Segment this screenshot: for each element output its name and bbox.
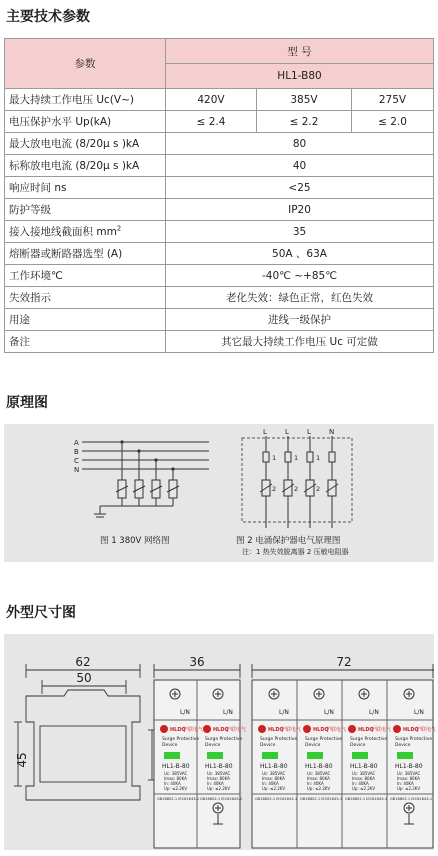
element-label-2: 2 [316, 485, 321, 493]
param-header: 参数 [5, 39, 166, 89]
table-row [5, 287, 434, 309]
element-label-1: 1 [316, 454, 321, 462]
device-line2: Device [162, 743, 178, 748]
model-header: 型 号 [166, 39, 434, 64]
dimension-drawings [4, 634, 437, 850]
standard-label: GB18802.1 IEC61643-1 [300, 797, 343, 801]
table-row [5, 309, 434, 331]
spec-line: Up: ≤2.2KV [307, 786, 331, 791]
row-value: 老化失效：绿色正常，红色失效 [166, 287, 434, 309]
table-row [5, 177, 434, 199]
row-value: 40 [166, 155, 434, 177]
row-label: 接入接地线截面积 mm [9, 226, 117, 238]
brand-cn: 沪联电气 [226, 727, 247, 733]
brand-logo: HLDQ [358, 727, 374, 733]
table-row [5, 133, 434, 155]
row-label: 防护等级 [5, 199, 166, 221]
row-value: -40℃ ~+85℃ [166, 265, 434, 287]
device-line2: Device [205, 743, 221, 748]
spec-line: In: 40KA [164, 781, 181, 786]
table-row [5, 111, 434, 133]
network-diagram [82, 442, 209, 517]
spec-line: Uc: 385VAC [164, 771, 188, 776]
spec-line: In: 40KA [352, 781, 369, 786]
element-label-2: 2 [294, 485, 299, 493]
spec-line: In: 40KA [262, 781, 279, 786]
brand-logo: HLDQ [403, 727, 419, 733]
spec-line: Up: ≤2.2KV [352, 786, 376, 791]
table-row [5, 221, 434, 243]
spec-line: Imax: 80KA [262, 776, 285, 781]
row-value: 35 [166, 221, 434, 243]
spec-line: Uc: 385VAC [352, 771, 376, 776]
row-value: ≤ 2.4 [166, 111, 257, 133]
terminal-label: L/N [369, 709, 379, 716]
row-label: 最大放电电流 (8/20μ s )kA [5, 133, 166, 155]
spec-line: Up: ≤2.2KV [262, 786, 286, 791]
model-label: HL1-B-80 [205, 763, 233, 770]
spec-table [4, 38, 434, 353]
row-label-sup: 2 [116, 224, 122, 233]
schematic-title: 原理图 [6, 395, 48, 411]
row-label: 标称放电电流 (8/20μ s )kA [5, 155, 166, 177]
fig2-caption: 图 2 电涌保护器电气原理图 [236, 536, 341, 546]
brand-cn: 沪联电气 [416, 727, 437, 733]
row-value: ≤ 2.0 [352, 111, 434, 133]
row-label: 用途 [5, 309, 166, 331]
model-label: HL1-B-80 [162, 763, 190, 770]
network-junctions [120, 440, 174, 470]
table-row [5, 199, 434, 221]
schematic-panel [4, 424, 434, 562]
row-label: 响应时间 ns [5, 177, 166, 199]
table-row [5, 331, 434, 353]
terminal-label: L/N [279, 709, 289, 716]
spec-line: Uc: 385VAC [207, 771, 231, 776]
fig1-caption: 图 1 380V 网络图 [100, 536, 170, 546]
dim-module-2p: 36 [189, 655, 205, 669]
row-value: 50A 、63A [166, 243, 434, 265]
spec-line: Up: ≤2.2KV [397, 786, 421, 791]
brand-cn: 沪联电气 [281, 727, 302, 733]
row-value: IP20 [166, 199, 434, 221]
element-label-1: 1 [272, 454, 277, 462]
device-line1: Surge Protective [205, 737, 243, 742]
line-label-b: B [74, 448, 79, 456]
model-label: HL1-B-80 [305, 763, 333, 770]
device-line1: Surge Protective [162, 737, 200, 742]
terminal-label: L/N [180, 709, 190, 716]
spec-line: Imax: 80KA [397, 776, 420, 781]
line-label-c: C [74, 457, 79, 465]
line-label-a: A [74, 439, 79, 447]
standard-label: GB18802.1 IEC61643-1 [157, 797, 200, 801]
spec-line: Imax: 80KA [164, 776, 187, 781]
standard-label: GB18802.1 IEC61643-1 [345, 797, 388, 801]
spec-line: In: 40KA [207, 781, 224, 786]
device-line1: Surge Protective [305, 737, 343, 742]
device-line2: Device [305, 743, 321, 748]
top-label-l3: L [307, 428, 311, 436]
element-label-2: 2 [272, 485, 277, 493]
terminal-label: L/N [223, 709, 233, 716]
spec-line: Up: ≤2.2KV [207, 786, 231, 791]
brand-cn: 沪联电气 [183, 727, 204, 733]
element-label-1: 1 [294, 454, 299, 462]
spec-line: Uc: 385VAC [397, 771, 421, 776]
specs-title: 主要技术参数 [6, 9, 90, 25]
model-label: HL1-B-80 [260, 763, 288, 770]
table-row [5, 243, 434, 265]
row-label: 最大持续工作电压 Uc(V~) [5, 89, 166, 111]
spec-line: In: 40KA [307, 781, 324, 786]
row-value: 其它最大持续工作电压 Uc 可定做 [166, 331, 434, 353]
standard-label: GB18802.1 IEC61643-1 [255, 797, 298, 801]
model-label: HL1-B-80 [395, 763, 423, 770]
top-label-l1: L [263, 428, 267, 436]
row-label: 电压保护水平 Up(kA) [5, 111, 166, 133]
device-line1: Surge Protective [350, 737, 388, 742]
top-label-l2: L [285, 428, 289, 436]
spec-line: Up: ≤2.2KV [164, 786, 188, 791]
device-line2: Device [395, 743, 411, 748]
dimensions-panel [4, 634, 437, 850]
spd-schematic [260, 436, 338, 528]
spec-line: Imax: 80KA [352, 776, 375, 781]
model-label: HL1-B-80 [350, 763, 378, 770]
device-line2: Device [260, 743, 276, 748]
device-line1: Surge Protective [395, 737, 433, 742]
standard-label: GB18802.1 IEC61643-1 [390, 797, 433, 801]
dim-module-4p: 72 [336, 655, 352, 669]
schematic-diagrams [4, 424, 434, 562]
line-label-n: N [74, 466, 80, 474]
row-value: 80 [166, 133, 434, 155]
device-line2: Device [350, 743, 366, 748]
brand-logo: HLDQ [170, 727, 186, 733]
spec-line: Imax: 80KA [207, 776, 230, 781]
row-value: 385V [257, 89, 352, 111]
spec-line: Uc: 385VAC [262, 771, 286, 776]
table-row [5, 155, 434, 177]
dim-height-outer: 45 [15, 752, 29, 768]
model-name: HL1-B80 [166, 64, 434, 89]
spec-line: Imax: 80KA [307, 776, 330, 781]
dim-width-inner: 50 [76, 671, 92, 685]
brand-logo: HLDQ [313, 727, 329, 733]
row-label-cell [5, 221, 166, 243]
row-value: ≤ 2.2 [257, 111, 352, 133]
dimensions-title: 外型尺寸图 [6, 605, 76, 621]
row-label: 熔断器或断路器选型 (A) [5, 243, 166, 265]
fig2-note: 注：1 热失效脱离器 2 压敏电阻器 [242, 548, 349, 556]
dim-width-outer: 62 [75, 655, 91, 669]
brand-logo: HLDQ [268, 727, 284, 733]
row-value: 420V [166, 89, 257, 111]
row-label: 失效指示 [5, 287, 166, 309]
row-value: 275V [352, 89, 434, 111]
brand-cn: 沪联电气 [371, 727, 392, 733]
top-label-n: N [329, 428, 335, 436]
table-row [5, 89, 434, 111]
spec-line: Uc: 385VAC [307, 771, 331, 776]
table-row [5, 265, 434, 287]
row-label: 工作环境℃ [5, 265, 166, 287]
row-value: 进线一级保护 [166, 309, 434, 331]
row-label: 备注 [5, 331, 166, 353]
device-line1: Surge Protective [260, 737, 298, 742]
brand-logo: HLDQ [213, 727, 229, 733]
standard-label: GB18802.1 IEC61643-1 [200, 797, 243, 801]
spec-line: In: 40KA [397, 781, 414, 786]
brand-cn: 沪联电气 [326, 727, 347, 733]
terminal-label: L/N [414, 709, 424, 716]
terminal-label: L/N [324, 709, 334, 716]
row-value: <25 [166, 177, 434, 199]
